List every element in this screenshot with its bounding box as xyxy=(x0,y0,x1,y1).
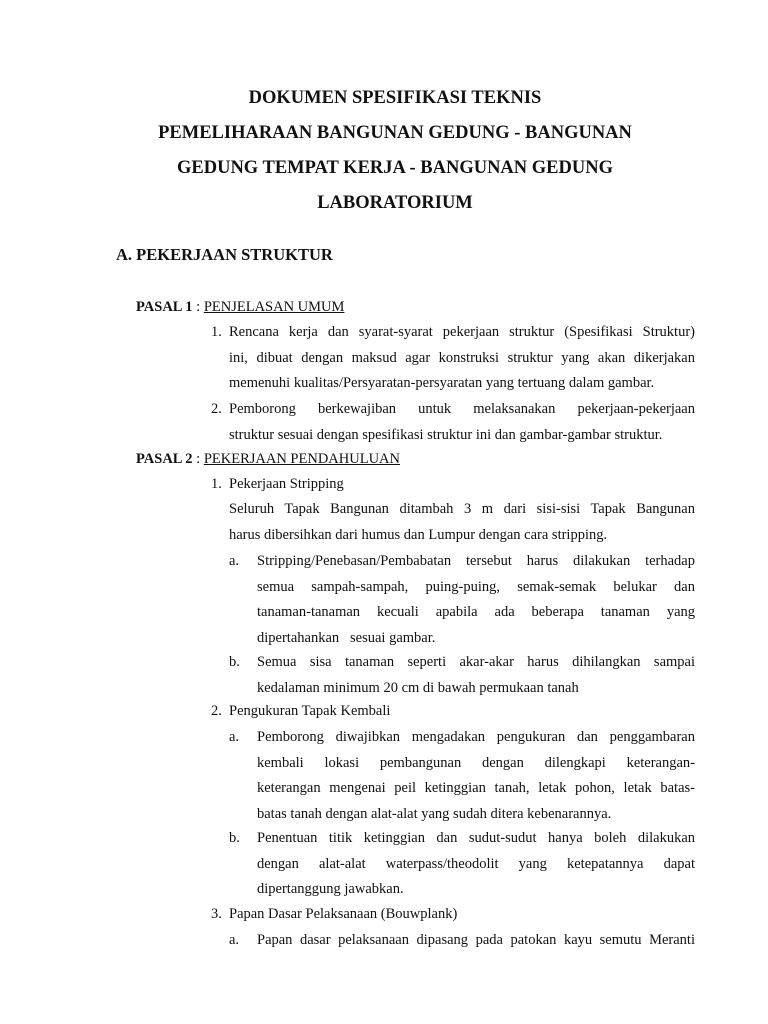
pasal-1-item-1-number: 1. xyxy=(211,324,222,340)
text-line: Rencana kerja dan syarat-syarat pekerjaan struktur (Spesifikasi Struktur) xyxy=(229,324,695,340)
pasal-1-title: PENJELASAN UMUM xyxy=(203,299,345,315)
text-line: Stripping/Penebasan/Pembabatan tersebut harus dilakukan terhadap xyxy=(257,553,695,569)
document-title xyxy=(80,81,710,221)
text-line: dipertahankan sesuai gambar. xyxy=(257,629,436,646)
text-line: kembali lokasi pembangunan dengan dilengkapi keterangan- xyxy=(257,754,695,771)
text-line: Penentuan titik ketinggian dan sudut-sudut hanya boleh dilakukan xyxy=(257,830,695,846)
pasal-2-label: PASAL 2 xyxy=(136,451,193,467)
pasal-1-item-2-text xyxy=(229,397,695,448)
text-line: kedalaman minimum 20 cm di bawah permukaan tanah xyxy=(257,679,579,696)
title-line-1: DOKUMEN SPESIFIKASI TEKNIS xyxy=(248,88,542,108)
text-line: Pemborong berkewajiban untuk melaksanakan pekerjaan-pekerjaan xyxy=(229,401,695,417)
pasal-2-item-1-sub-a-letter: a. xyxy=(229,553,240,569)
pasal-2-item-2-title: Pengukuran Tapak Kembali xyxy=(229,703,391,719)
text-line: Pemborong diwajibkan mengadakan pengukuran dan penggambaran xyxy=(257,729,695,745)
title-line-2: PEMELIHARAAN BANGUNAN GEDUNG - BANGUNAN xyxy=(158,123,632,143)
pasal-2-heading xyxy=(136,451,400,468)
pasal-2-item-1-sub-b-text xyxy=(257,650,695,701)
text-line: Papan dasar pelaksanaan dipasang pada patokan kayu semutu Meranti xyxy=(257,932,695,948)
pasal-2-item-3-sub-a-letter: a. xyxy=(229,932,240,948)
pasal-2-title: PEKERJAAN PENDAHULUAN xyxy=(203,451,400,467)
pasal-2-item-3-title: Papan Dasar Pelaksanaan (Bouwplank) xyxy=(229,906,458,922)
title-line-4: LABORATORIUM xyxy=(317,193,473,213)
pasal-2-item-1-text xyxy=(229,497,695,548)
text-line: harus dibersihkan dari humus dan Lumpur dengan cara stripping. xyxy=(229,526,608,543)
text-line: dipertanggung jawabkan. xyxy=(257,881,404,897)
text-line: struktur sesuai dengan spesifikasi struktur ini dan gambar-gambar struktur. xyxy=(229,426,663,443)
pasal-1-item-1-text xyxy=(229,320,695,397)
pasal-2-item-2-sub-a-text xyxy=(257,725,695,827)
pasal-2-item-1-number: 1. xyxy=(211,476,222,492)
text-line: tanaman-tanaman kecuali apabila ada beberapa tanaman yang xyxy=(257,604,695,620)
text-line: memenuhi kualitas/Persyaratan-persyaratan yang tertuang dalam gambar. xyxy=(229,375,655,391)
text-line: ini, dibuat dengan maksud agar konstruksi struktur yang akan dikerjakan xyxy=(229,349,695,366)
section-heading-a: A. PEKERJAAN STRUKTUR xyxy=(116,245,333,264)
pasal-2-item-2-number: 2. xyxy=(211,703,222,719)
pasal-1-item-2-number: 2. xyxy=(211,401,222,417)
pasal-2-item-2-sub-a-letter: a. xyxy=(229,729,240,745)
text-line: semua sampah-sampah, puing-puing, semak-semak belukar dan xyxy=(257,578,695,595)
pasal-1-separator: : xyxy=(192,299,204,315)
pasal-1-label: PASAL 1 xyxy=(136,299,193,315)
text-line: Semua sisa tanaman seperti akar-akar harus dihilangkan sampai xyxy=(257,654,695,670)
pasal-2-separator: : xyxy=(192,451,204,467)
text-line: keterangan mengenai peil ketinggian tanah, letak pohon, letak batas- xyxy=(257,780,695,796)
text-line: Seluruh Tapak Bangunan ditambah 3 m dari sisi-sisi Tapak Bangunan xyxy=(229,501,695,517)
pasal-2-item-1-sub-a-text xyxy=(257,549,695,651)
pasal-2-item-2-sub-b-text xyxy=(257,826,695,903)
text-line: batas tanah dengan alat-alat yang sudah ditera kebenarannya. xyxy=(257,805,612,822)
title-line-3: GEDUNG TEMPAT KERJA - BANGUNAN GEDUNG xyxy=(177,158,613,178)
pasal-2-item-1-sub-b-letter: b. xyxy=(229,654,240,670)
pasal-2-item-1-title: Pekerjaan Stripping xyxy=(229,476,344,492)
pasal-2-item-3-sub-a-text xyxy=(257,928,695,954)
pasal-2-item-2-sub-b-letter: b. xyxy=(229,830,240,846)
text-line: dengan alat-alat waterpass/theodolit yang ketepatannya dapat xyxy=(257,855,695,872)
pasal-2-item-3-number: 3. xyxy=(211,906,222,922)
pasal-1-heading xyxy=(136,299,344,316)
